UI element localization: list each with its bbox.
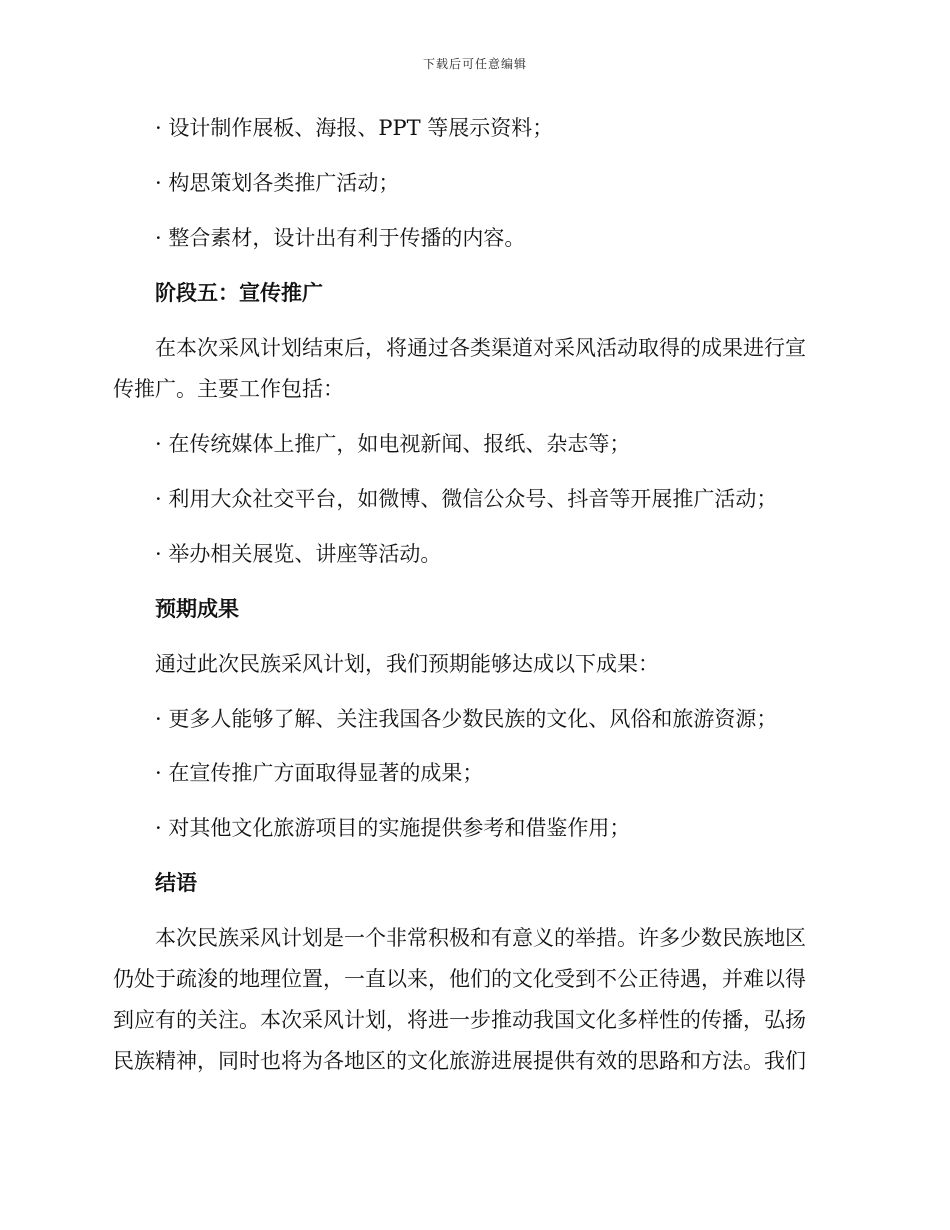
bullet-item: · 整合素材，设计出有利于传播的内容。 [155,226,526,250]
bullet-item: · 构思策划各类推广活动； [155,171,400,195]
paragraph-line: 在本次采风计划结束后，将通过各类渠道对采风活动取得的成果进行宣 [155,336,806,360]
paragraph-line: 仍处于疏浚的地理位置，一直以来，他们的文化受到不公正待遇，并难以得 [113,967,806,991]
bullet-item: · 利用大众社交平台，如微博、微信公众号、抖音等开展推广活动； [155,487,778,511]
paragraph-line: 本次民族采风计划是一个非常积极和有意义的举措。许多少数民族地区 [155,926,806,950]
section-heading-stage5: 阶段五：宣传推广 [155,280,323,305]
paragraph-line: 传推广。主要工作包括： [113,377,344,401]
bullet-item: · 举办相关展览、讲座等活动。 [155,542,442,566]
paragraph-line: 到应有的关注。本次采风计划，将进一步推动我国文化多样性的传播，弘扬 [113,1008,806,1032]
section-heading-results: 预期成果 [155,596,239,621]
paragraph-line: 通过此次民族采风计划，我们预期能够达成以下成果： [155,652,659,676]
bullet-item: · 对其他文化旅游项目的实施提供参考和借鉴作用； [155,816,631,840]
bullet-item: · 在宣传推广方面取得显著的成果； [155,761,484,785]
bullet-item: · 设计制作展板、海报、PPT 等展示资料； [155,116,554,140]
bullet-item: · 在传统媒体上推广，如电视新闻、报纸、杂志等； [155,432,631,456]
section-heading-conclusion: 结语 [155,870,197,895]
page-header: 下载后可任意编辑 [422,57,527,71]
paragraph-line: 民族精神，同时也将为各地区的文化旅游进展提供有效的思路和方法。我们 [113,1049,806,1073]
bullet-item: · 更多人能够了解、关注我国各少数民族的文化、风俗和旅游资源； [155,707,778,731]
